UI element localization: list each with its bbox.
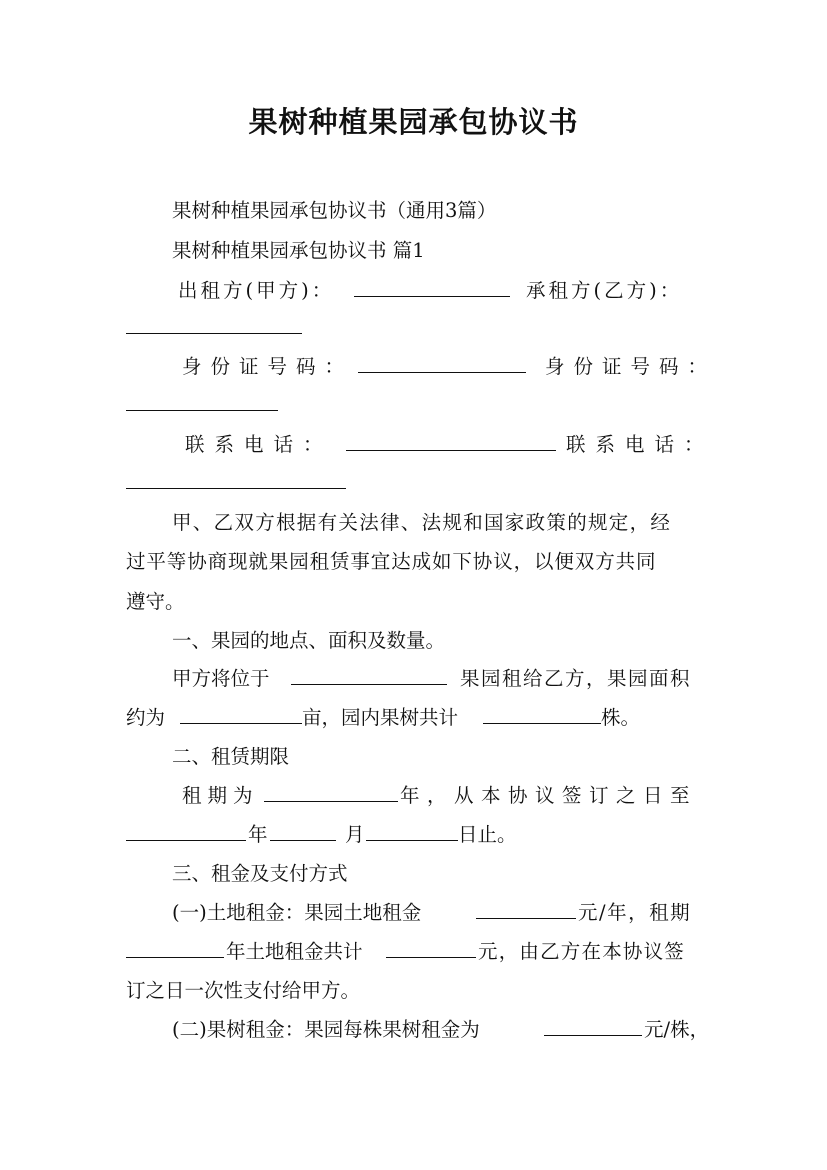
clause-text: 甲方将位于 [172, 667, 270, 690]
term-years-blank [264, 783, 398, 809]
id-label-a: 身份证号码： [182, 355, 354, 378]
clause-heading: 一、果园的地点、面积及数量。 [172, 629, 446, 652]
clause-text: (一)土地租金：果园土地租金 [172, 901, 422, 924]
phone-blank-b [126, 470, 346, 496]
clause-text: 日止。 [458, 823, 517, 846]
tree-rent-blank [544, 1017, 642, 1043]
location-blank [291, 666, 447, 692]
clause-text: 元/年，租期 [578, 901, 692, 924]
rent-years-blank [126, 939, 224, 965]
end-day-blank [366, 822, 458, 848]
clause-text: 果园租给乙方，果园面积 [460, 667, 692, 690]
id-label-b: 身份证号码： [545, 355, 717, 378]
end-year-blank [126, 822, 246, 848]
land-rent-blank [476, 900, 576, 926]
clause-text: 亩，园内果树共计 [302, 706, 459, 729]
tree-count-blank [483, 705, 601, 731]
lessee-blank [126, 315, 302, 341]
paragraph-line: 遵守。 [126, 590, 185, 613]
clause-text: 元/株， [644, 1018, 710, 1041]
clause-text: 月 [345, 823, 365, 846]
clause-text: 年，从本协议签订之日至 [400, 784, 698, 807]
lessor-blank [354, 278, 510, 304]
section-heading: 果树种植果园承包协议书 篇1 [172, 239, 425, 262]
phone-label-b: 联系电话： [566, 433, 714, 456]
lessor-label: 出租方(甲方)： [178, 279, 335, 302]
clause-heading: 三、租金及支付方式 [172, 862, 348, 885]
document-title: 果树种植果园承包协议书 [248, 105, 579, 139]
clause-text: 年 [248, 823, 268, 846]
clause-text: 年土地租金共计 [226, 940, 363, 963]
phone-label-a: 联系电话： [185, 433, 333, 456]
clause-text: 约为 [126, 706, 166, 729]
end-month-blank [270, 822, 336, 848]
phone-blank-a [346, 432, 556, 458]
land-rent-total-blank [386, 939, 476, 965]
lessee-label: 承租方(乙方)： [526, 279, 683, 302]
id-blank-b [126, 392, 278, 418]
subtitle-line: 果树种植果园承包协议书（通用3篇） [172, 199, 497, 222]
area-blank [180, 705, 302, 731]
paragraph-line: 甲、乙双方根据有关法律、法规和国家政策的规定，经 [172, 511, 672, 534]
clause-heading: 二、租赁期限 [172, 745, 290, 768]
id-blank-a [358, 354, 526, 380]
clause-text: 株。 [601, 706, 641, 729]
paragraph-line: 过平等协商现就果园租赁事宜达成如下协议，以便双方共同 [126, 550, 657, 573]
clause-text: 租期为 [182, 784, 259, 807]
clause-text: 订之日一次性支付给甲方。 [126, 979, 361, 1002]
clause-text: (二)果树租金：果园每株果树租金为 [172, 1018, 480, 1041]
clause-text: 元，由乙方在本协议签 [478, 940, 686, 963]
